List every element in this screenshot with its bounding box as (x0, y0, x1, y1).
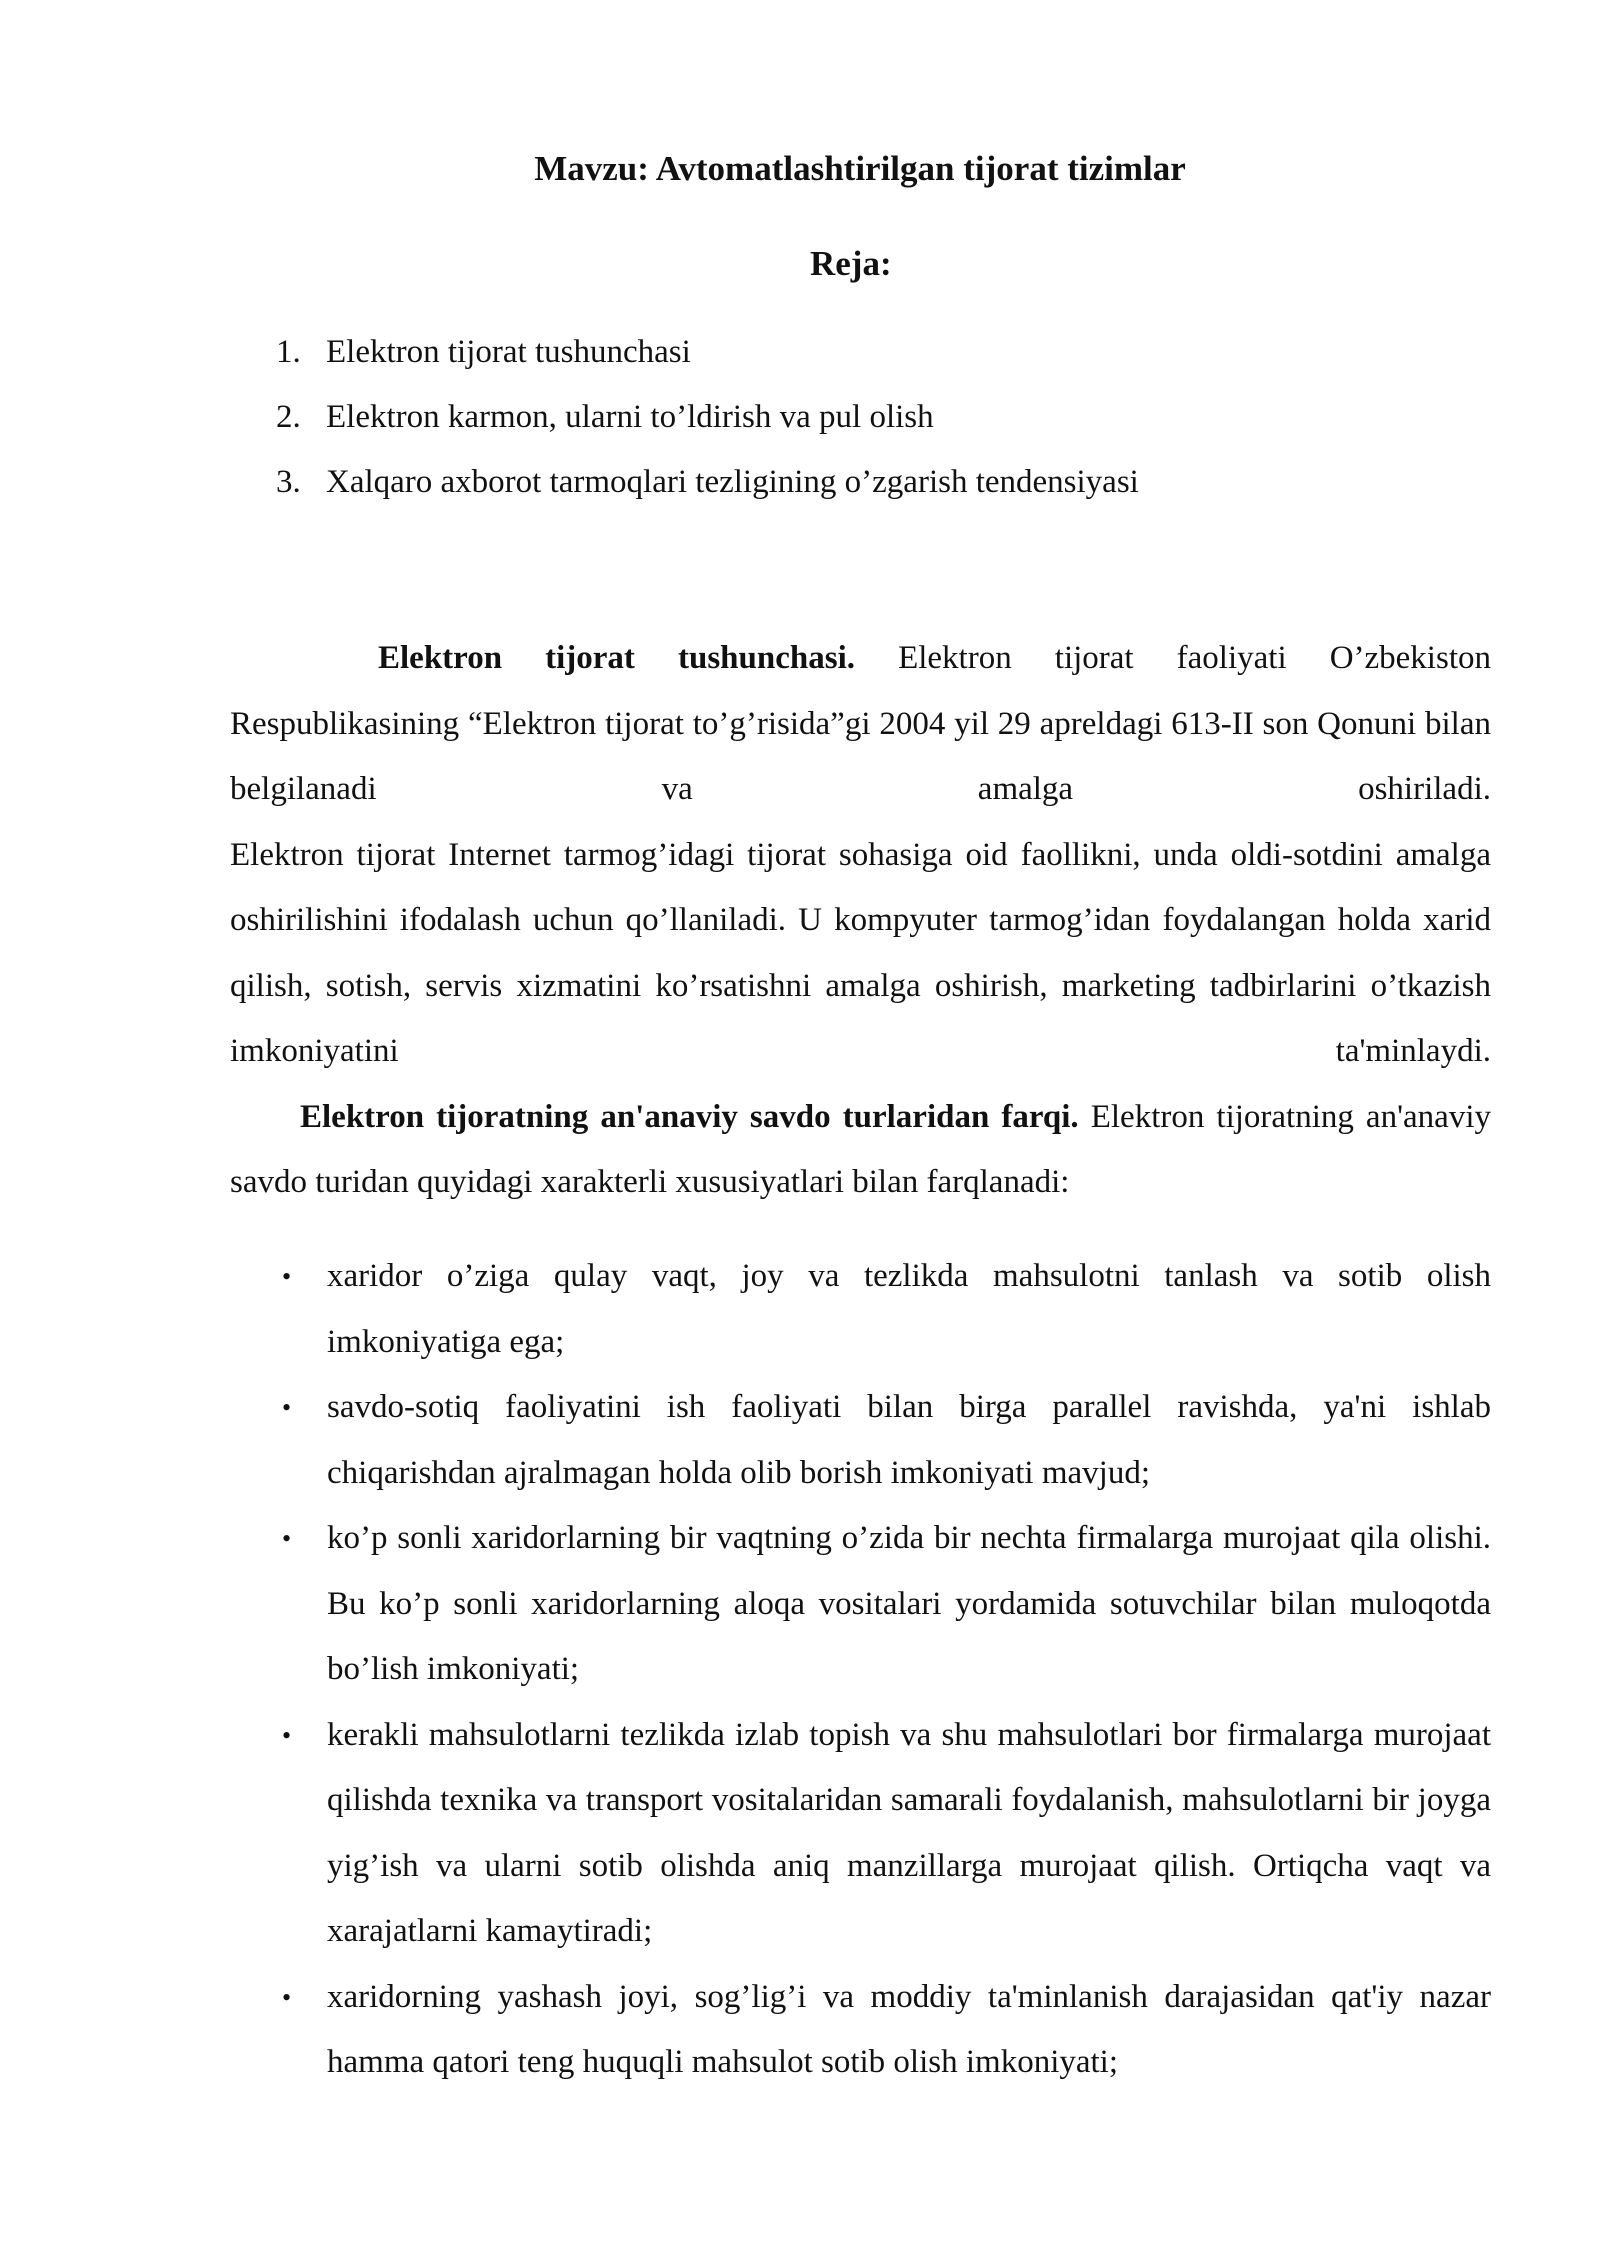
bullet-item (230, 1506, 1491, 1703)
plan-heading: Reja: (810, 244, 892, 283)
bullet-text: kerakli mahsulotlarni tezlikda izlab topish va shu mahsulotlari bor firmalarga murojaat qilishda texnika va transport vositalaridan samarali foydalanish, mahsulotlarni bir joyga yig’ish va ularni sotib olishda aniq manzillarga murojaat qilish. Ortiqcha vaqt va xarajatlarni kamaytiradi; (327, 1716, 1491, 1949)
plan-item-text: Elektron tijorat tushunchasi (326, 334, 691, 370)
section1-para1-text: Elektron tijorat faoliyati O’zbekiston Respublikasining “Elektron tijorat to’g’risida”gi 2004 yil 29 apreldagi 613-II son Qonuni bilan belgilanadi va amalga oshiriladi. (230, 640, 1491, 807)
plan-item (276, 458, 1139, 523)
bullet-item (230, 1375, 1491, 1506)
section2-paragraph (230, 1085, 1491, 1216)
feature-bullet-list (230, 1244, 1491, 2096)
bullet-icon: • (282, 1393, 292, 1422)
section1-para2-text: Elektron tijorat Internet tarmog’idagi tijorat sohasiga oid faollikni, unda oldi-sotdini amalga oshirilishini ifodalash uchun qo’llaniladi. U kompyuter tarmog’idan foydalangan holda xarid qilish, sotish, servis xizmatini ko’rsatishni amalga oshirish, marketing tadbirlarini o’tkazish imkoniyatini ta'minlaydi. (230, 836, 1491, 1069)
bullet-text: xaridor o’ziga qulay vaqt, joy va tezlikda mahsulotni tanlash va sotib olish imkoniyatiga ega; (327, 1258, 1491, 1360)
section1-heading: Elektron tijorat tushunchasi. (378, 640, 856, 676)
bullet-icon: • (282, 1524, 292, 1553)
bullet-item (230, 1965, 1491, 2096)
section2-text: Elektron tijoratning an'anaviy savdo turidan quyidagi xarakterli xususiyatlari bilan farqlanadi: (230, 1098, 1491, 1200)
bullet-icon: • (282, 1720, 292, 1750)
bullet-item (230, 1244, 1491, 1375)
bullet-icon: • (282, 1262, 292, 1291)
section1-paragraph2 (230, 823, 1491, 1085)
bullet-text: ko’p sonli xaridorlarning bir vaqtning o’zida bir nechta firmalarga murojaat qila olishi. Bu ko’p sonli xaridorlarning aloqa vositalari yordamida sotuvchilar bilan muloqotda bo’lish imkoniyati; (327, 1520, 1491, 1687)
plan-item (276, 393, 1139, 458)
plan-item-text: Xalqaro axborot tarmoqlari tezligining o’zgarish tendensiyasi (326, 464, 1139, 500)
plan-item-number: 3. (276, 464, 301, 500)
plan-item-text: Elektron karmon, ularni to’ldirish va pul olish (326, 399, 934, 435)
plan-list (276, 328, 1139, 523)
plan-item (276, 328, 1139, 393)
bullet-icon: • (282, 1982, 292, 2012)
section1-paragraph1 (230, 626, 1491, 823)
body-text (230, 626, 1491, 1216)
document-title: Mavzu: Avtomatlashtirilgan tijorat tizimlar (534, 149, 1186, 188)
section2-heading: Elektron tijoratning an'anaviy savdo turlaridan farqi. (300, 1098, 1079, 1135)
bullet-text: xaridorning yashash joyi, sog’lig’i va moddiy ta'minlanish darajasidan qat'iy nazar hamma qatori teng huquqli mahsulot sotib olish imkoniyati; (327, 1978, 1491, 2080)
bullet-item (230, 1703, 1491, 1965)
plan-item-number: 1. (276, 334, 301, 370)
plan-item-number: 2. (276, 399, 301, 435)
bullet-text: savdo-sotiq faoliyatini ish faoliyati bilan birga parallel ravishda, ya'ni ishlab chiqarishdan ajralmagan holda olib borish imkoniyati mavjud; (327, 1389, 1491, 1491)
